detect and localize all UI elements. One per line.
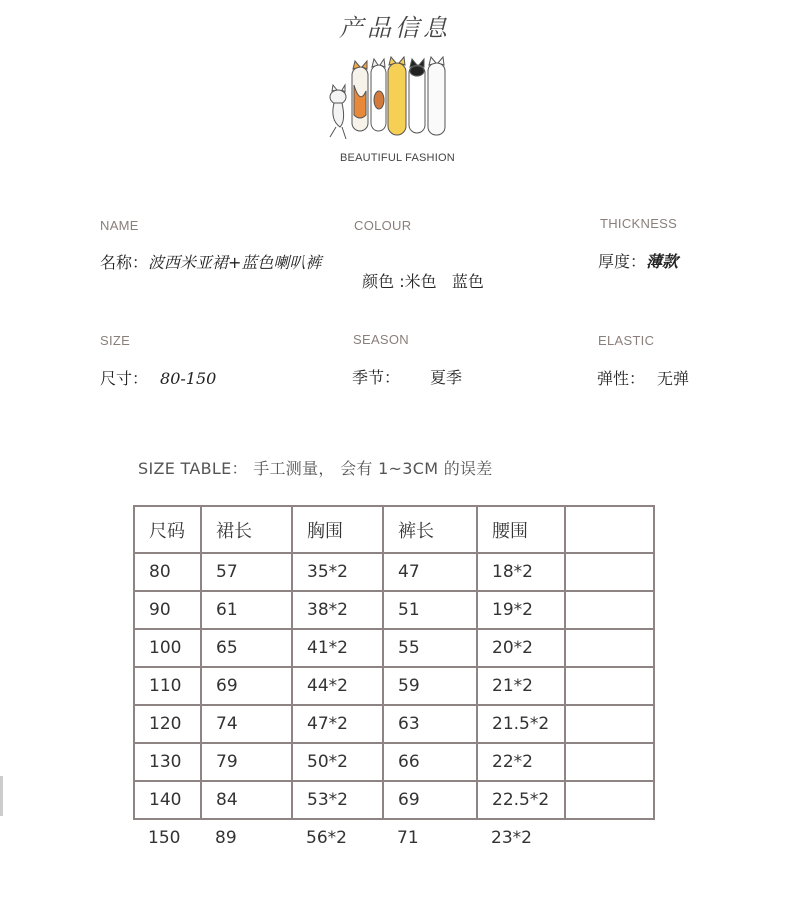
column-header: 腰围 <box>477 506 565 553</box>
size-label: SIZE <box>100 333 131 348</box>
table-cell: 47*2 <box>292 705 383 743</box>
table-row <box>134 591 654 629</box>
thickness-label: THICKNESS <box>600 216 678 231</box>
table-cell <box>565 743 654 781</box>
colour-label: COLOUR <box>354 218 412 233</box>
table-cell: 63 <box>383 705 477 743</box>
table-cell: 110 <box>134 667 201 705</box>
table-cell: 19*2 <box>477 591 565 629</box>
size-value: 80-150 <box>160 369 217 388</box>
table-cell: 66 <box>383 743 477 781</box>
table-cell <box>565 667 654 705</box>
table-cell: 130 <box>134 743 201 781</box>
cats-illustration-icon <box>320 55 470 165</box>
table-cell: 38*2 <box>292 591 383 629</box>
table-row <box>134 781 654 819</box>
column-header: 裙长 <box>201 506 292 553</box>
column-header: 胸围 <box>292 506 383 553</box>
thickness-key: 厚度： <box>598 252 647 271</box>
season-field <box>352 365 462 388</box>
table-cell: 100 <box>134 629 201 667</box>
colour-value: 米色 蓝色 <box>404 272 484 291</box>
edge-mark <box>0 776 3 816</box>
season-key: 季节： <box>352 368 401 387</box>
table-cell <box>565 705 654 743</box>
table-cell: 50*2 <box>292 743 383 781</box>
table-cell: 140 <box>134 781 201 819</box>
table-cell: 90 <box>134 591 201 629</box>
table-header-row <box>134 506 654 553</box>
table-cell <box>565 553 654 591</box>
table-cell: 120 <box>134 705 201 743</box>
name-label: NAME <box>100 218 139 233</box>
table-cell: 56*2 <box>306 828 347 848</box>
table-cell: 80 <box>134 553 201 591</box>
page-title: 产品信息 <box>339 14 451 42</box>
column-header <box>565 506 654 553</box>
colour-key: 颜色 : <box>362 272 405 291</box>
table-cell: 57 <box>201 553 292 591</box>
table-cell: 18*2 <box>477 553 565 591</box>
name-value: 波西米亚裙+蓝色喇叭裤 <box>148 253 322 272</box>
logo-text: BEAUTIFUL FASHION <box>340 152 455 164</box>
table-cell: 41*2 <box>292 629 383 667</box>
table-row <box>134 743 654 781</box>
column-header: 裤长 <box>383 506 477 553</box>
column-header: 尺码 <box>134 506 201 553</box>
table-cell: 23*2 <box>491 828 532 848</box>
size-table <box>133 505 653 856</box>
elastic-key: 弹性： <box>597 369 646 388</box>
table-row <box>134 819 654 856</box>
table-cell <box>565 781 654 819</box>
table-row <box>134 667 654 705</box>
colour-field <box>352 250 484 292</box>
table-cell: 55 <box>383 629 477 667</box>
elastic-field <box>597 366 689 389</box>
size-field <box>100 366 216 389</box>
table-cell: 69 <box>383 781 477 819</box>
name-field <box>100 250 321 273</box>
table-cell: 89 <box>215 828 237 848</box>
table-cell: 35*2 <box>292 553 383 591</box>
table-cell: 84 <box>201 781 292 819</box>
table-row <box>134 629 654 667</box>
table-cell: 61 <box>201 591 292 629</box>
table-cell <box>565 629 654 667</box>
table-cell <box>565 591 654 629</box>
table-cell: 79 <box>201 743 292 781</box>
table-cell: 21*2 <box>477 667 565 705</box>
table-cell: 74 <box>201 705 292 743</box>
season-label: SEASON <box>353 332 409 347</box>
table-cell: 22*2 <box>477 743 565 781</box>
size-key: 尺寸： <box>100 369 149 388</box>
thickness-value: 薄款 <box>646 252 679 271</box>
size-table-caption: SIZE TABLE： 手工测量， 会有 1~3CM 的误差 <box>138 459 493 478</box>
table-cell: 47 <box>383 553 477 591</box>
thickness-field <box>598 249 678 272</box>
name-key: 名称： <box>100 253 149 272</box>
season-value: 夏季 <box>430 368 463 387</box>
table-cell: 20*2 <box>477 629 565 667</box>
elastic-label: ELASTIC <box>598 333 655 348</box>
table-cell: 69 <box>201 667 292 705</box>
elastic-value: 无弹 <box>657 369 690 388</box>
table-cell: 44*2 <box>292 667 383 705</box>
table-cell: 22.5*2 <box>477 781 565 819</box>
table-cell: 53*2 <box>292 781 383 819</box>
table-cell <box>565 819 654 856</box>
table-cell: 21.5*2 <box>477 705 565 743</box>
table-cell: 65 <box>201 629 292 667</box>
table-cell: 51 <box>383 591 477 629</box>
table-row <box>134 705 654 743</box>
table-cell: 150 <box>148 828 181 848</box>
table-row <box>134 553 654 591</box>
table-cell: 71 <box>397 828 419 848</box>
table-cell: 59 <box>383 667 477 705</box>
